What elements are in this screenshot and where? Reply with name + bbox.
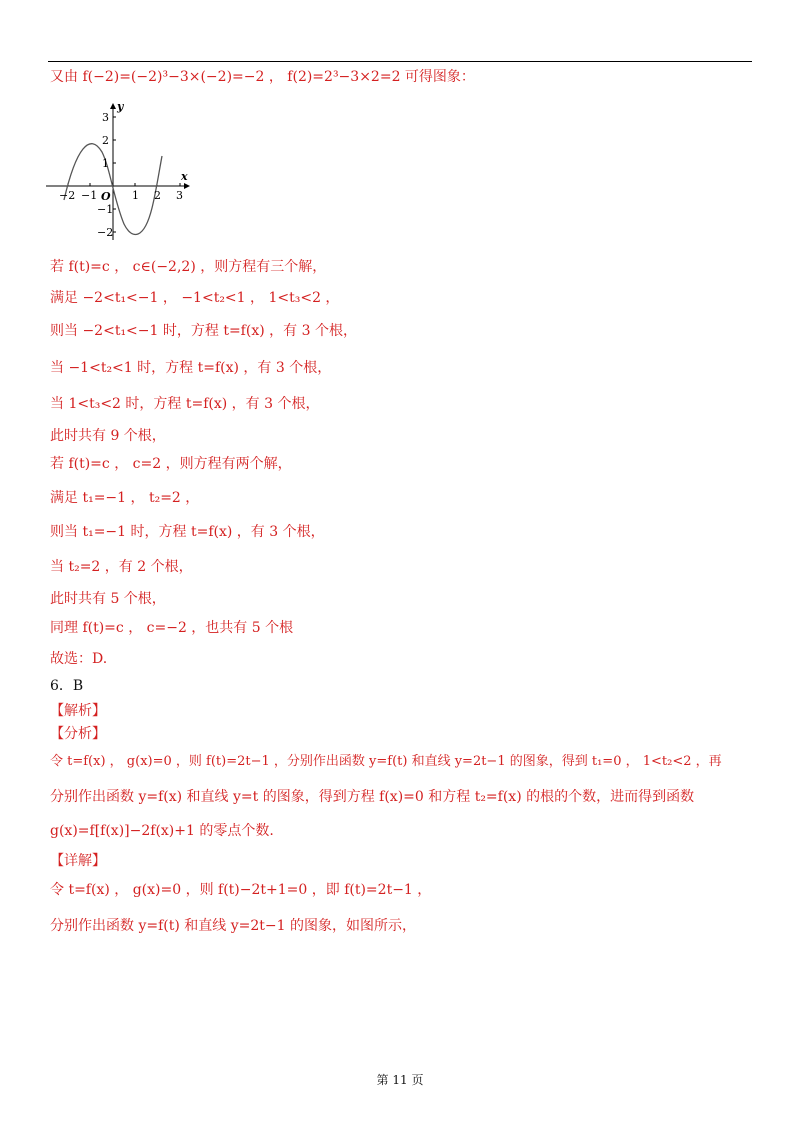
section-jiexi xyxy=(50,702,106,720)
y-tick-neg2: −2 xyxy=(97,226,114,239)
y-tick-1: 1 xyxy=(102,157,109,170)
x-axis-arrow xyxy=(184,183,190,189)
x-tick-neg2: −2 xyxy=(59,189,76,202)
page-number: 第 11 页 xyxy=(376,1073,424,1087)
text-line-8 xyxy=(50,455,292,473)
text-line-12 xyxy=(50,590,166,608)
line-14-text: 故选：D. xyxy=(50,651,108,667)
line-1-text: 又由 f(−2)=(−2)³−3×(−2)=−2 ， f(2)=2³−3×2=2 可得图象： xyxy=(50,69,475,85)
text-line-11 xyxy=(50,558,193,576)
section-fenxi xyxy=(50,725,106,743)
text-line-6 xyxy=(50,395,319,413)
text-line-2 xyxy=(50,258,326,276)
question-number xyxy=(50,677,83,695)
text-line-19 xyxy=(50,788,694,806)
line-4-text: 则当 −2<t₁<−1 时，方程 t=f(x) ，有 3 个根， xyxy=(50,323,357,339)
text-line-3 xyxy=(50,289,339,307)
line-8-text: 若 f(t)=c ， c=2 ，则方程有两个解， xyxy=(50,456,292,472)
line-10-text: 则当 t₁=−1 时，方程 t=f(x) ，有 3 个根， xyxy=(50,524,325,540)
line-18-text: 令 t=f(x) ， g(x)=0 ，则 f(t)=2t−1 ，分别作出函数 y=f(t) 和直线 y=2t−1 的图象，得到 t₁=0 ， 1<t₂<2 ，再 xyxy=(50,754,722,769)
x-tick-3: 3 xyxy=(176,189,183,202)
text-line-23 xyxy=(50,917,416,935)
text-line-10 xyxy=(50,523,325,541)
line-9-text: 满足 t₁=−1 ， t₂=2 ， xyxy=(50,490,200,506)
y-axis-arrow xyxy=(110,103,116,109)
text-line-1 xyxy=(50,68,475,86)
line-17-text: 【分析】 xyxy=(50,726,106,742)
text-line-20 xyxy=(50,822,274,840)
text-line-13 xyxy=(50,619,293,637)
text-line-4 xyxy=(50,322,357,340)
line-3-text: 满足 −2<t₁<−1 ， −1<t₂<1 ， 1<t₃<2 ， xyxy=(50,290,340,306)
y-tick-2: 2 xyxy=(102,134,109,147)
line-11-text: 当 t₂=2 ，有 2 个根， xyxy=(50,559,193,575)
line-20-text: g(x)=f[f(x)]−2f(x)+1 的零点个数. xyxy=(50,823,274,839)
line-5-text: 当 −1<t₂<1 时，方程 t=f(x) ，有 3 个根， xyxy=(50,360,332,376)
x-axis-label: x xyxy=(181,170,188,183)
text-line-14 xyxy=(50,650,107,668)
line-23-text: 分别作出函数 y=f(t) 和直线 y=2t−1 的图象，如图所示， xyxy=(50,918,416,934)
x-tick-neg1: −1 xyxy=(81,189,98,202)
cubic-function-graph xyxy=(44,100,194,245)
text-line-7 xyxy=(50,427,166,445)
origin-label: O xyxy=(101,190,111,203)
line-12-text: 此时共有 5 个根， xyxy=(50,591,166,607)
y-axis-label: y xyxy=(117,100,124,113)
line-19-text: 分别作出函数 y=f(x) 和直线 y=t 的图象，得到方程 f(x)=0 和方程 t₂=f(x) 的根的个数，进而得到函数 xyxy=(50,789,695,805)
line-2-text: 若 f(t)=c ， c∈(−2,2) ，则方程有三个解， xyxy=(50,259,327,275)
header-rule xyxy=(48,61,752,62)
text-line-9 xyxy=(50,489,199,507)
line-13-text: 同理 f(t)=c ， c=−2 ，也共有 5 个根 xyxy=(50,620,294,636)
x-tick-2: 2 xyxy=(154,189,161,202)
line-16-text: 【解析】 xyxy=(50,703,106,719)
text-line-5 xyxy=(50,359,331,377)
line-21-text: 【详解】 xyxy=(50,853,106,869)
line-6-text: 当 1<t₃<2 时，方程 t=f(x) ，有 3 个根， xyxy=(50,396,320,412)
line-22-text: 令 t=f(x) ， g(x)=0 ，则 f(t)−2t+1=0 ，即 f(t)=2t−1 ， xyxy=(50,882,432,898)
y-tick-3: 3 xyxy=(102,111,109,124)
line-7-text: 此时共有 9 个根， xyxy=(50,428,166,444)
text-line-22 xyxy=(50,881,431,899)
y-tick-neg1: −1 xyxy=(97,203,114,216)
section-xiangjie xyxy=(50,852,106,870)
text-line-18 xyxy=(50,753,722,771)
x-tick-1: 1 xyxy=(132,189,139,202)
line-15-text: 6．B xyxy=(50,678,84,694)
